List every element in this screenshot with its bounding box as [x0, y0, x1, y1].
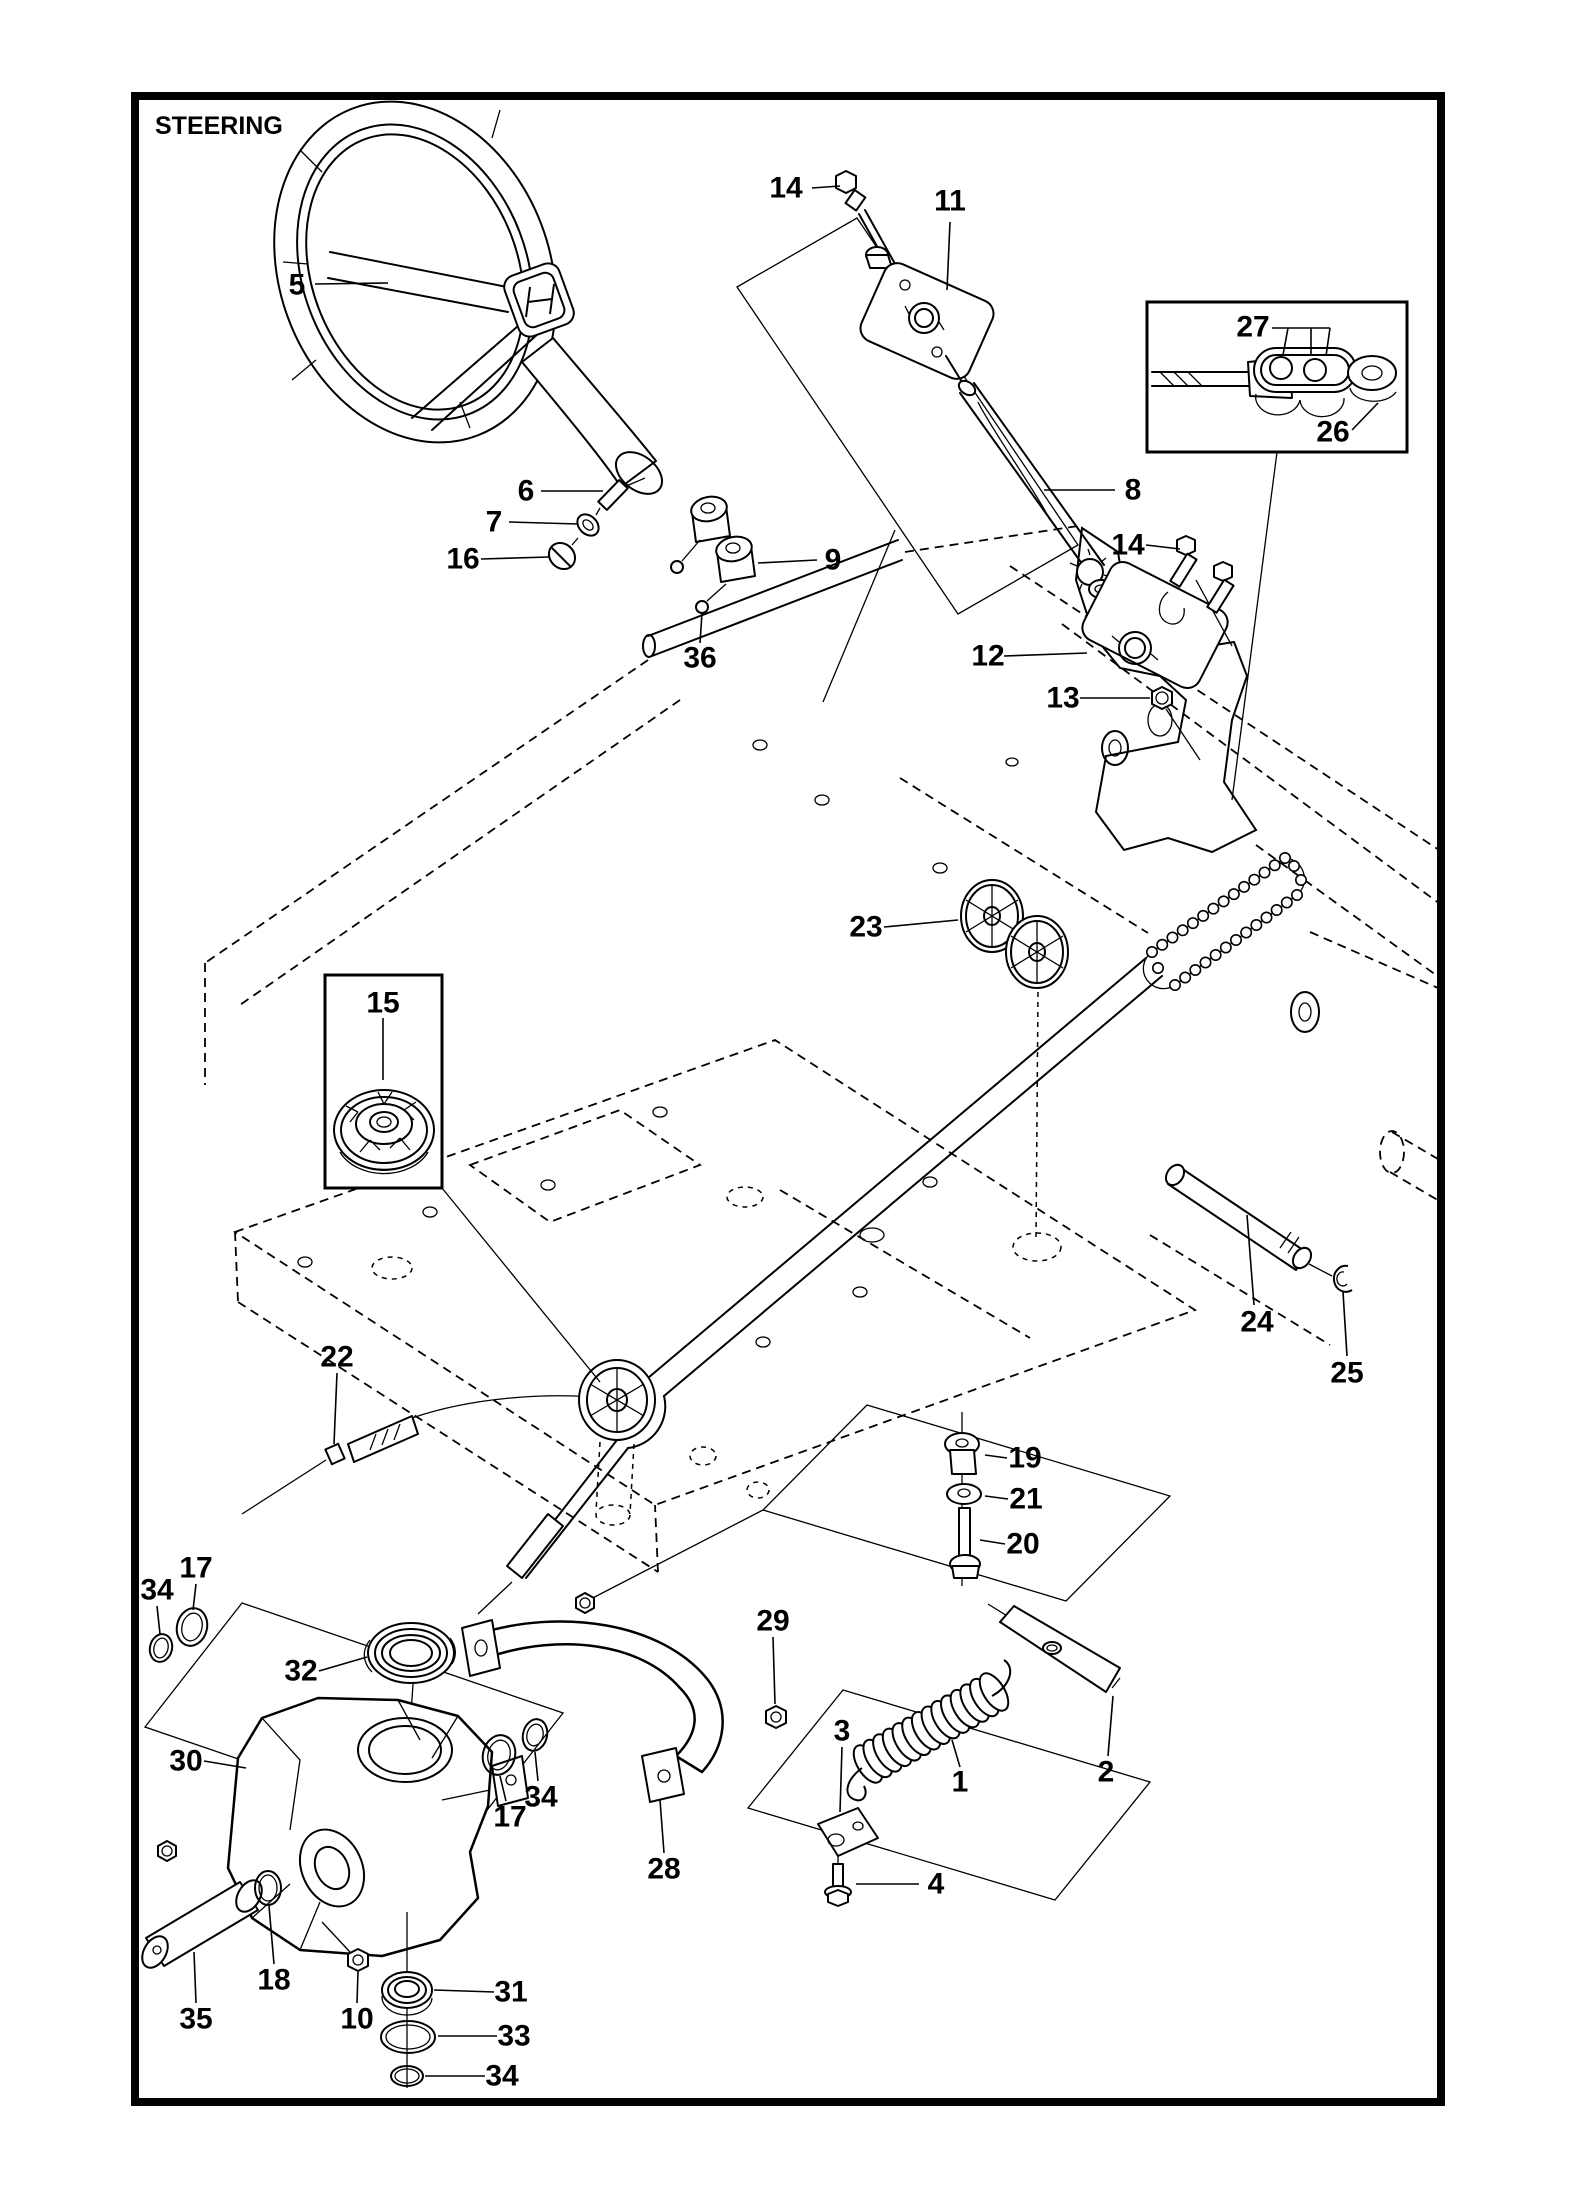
chain-roller [1221, 942, 1231, 952]
leader-10 [357, 1972, 358, 2003]
chain-roller [1282, 897, 1292, 907]
leader-5 [315, 283, 388, 284]
leader-3 [840, 1747, 842, 1812]
callout-21: 21 [1009, 1482, 1043, 1516]
anchor-plate-3 [818, 1808, 878, 1856]
nut-left [158, 1841, 176, 1861]
ball-36-b [696, 601, 708, 613]
callout-14: 14 [1111, 528, 1145, 562]
leader-14 [1146, 545, 1180, 549]
leader-21 [985, 1496, 1008, 1499]
snap-ring-17-left [173, 1605, 211, 1649]
chain-roller [1200, 957, 1210, 967]
chain-roller [1147, 947, 1157, 957]
frame-holes [298, 731, 1319, 1347]
leader-28 [660, 1800, 664, 1853]
pulley-pair-23 [961, 880, 1068, 1240]
leader-1 [952, 1740, 960, 1767]
callout-27: 27 [1236, 310, 1270, 344]
leader-36 [700, 613, 702, 643]
adjuster-bar-2 [1000, 1606, 1120, 1692]
tie-rod-24-group [1162, 1161, 1352, 1291]
roll-pin-6 [598, 480, 627, 510]
chain-roller [1167, 932, 1177, 942]
chain-roller [1190, 965, 1200, 975]
bolt-20 [950, 1508, 980, 1578]
diagram-title: STEERING [155, 112, 283, 140]
callout-34: 34 [524, 1780, 558, 1814]
bolt-stack-19-21-20 [945, 1412, 981, 1586]
tie-rod-24 [1168, 1166, 1306, 1270]
callout-26: 26 [1316, 415, 1350, 449]
chain-roller [1170, 980, 1180, 990]
chain-roller [1259, 867, 1269, 877]
callout-1: 1 [951, 1765, 969, 1799]
leader-12 [1004, 653, 1087, 656]
pulley-23-b [1006, 916, 1068, 988]
column-small-parts [544, 478, 755, 613]
leader-17 [193, 1584, 196, 1610]
callout-17: 17 [179, 1551, 213, 1585]
callout-17: 17 [493, 1800, 527, 1834]
chain-roller [1231, 935, 1241, 945]
callout-35: 35 [179, 2002, 213, 2036]
o-ring-34-left [147, 1632, 175, 1664]
nut-on-stud [576, 1593, 594, 1613]
chain-roller [1241, 927, 1251, 937]
callout-14: 14 [769, 171, 803, 205]
leader-23 [884, 920, 958, 927]
leader-25 [1343, 1292, 1347, 1356]
bushing-9-a [689, 494, 730, 542]
callout-23: 23 [849, 910, 883, 944]
callout-9: 9 [824, 543, 842, 577]
chain-roller [1289, 861, 1299, 871]
link-plate-11 [856, 259, 998, 384]
link-pin-1 [1270, 357, 1292, 379]
leader-2 [1108, 1696, 1113, 1756]
chain-roller [1261, 912, 1271, 922]
chain-roller [1157, 940, 1167, 950]
nut-13 [1152, 687, 1172, 709]
ring-33 [381, 2021, 435, 2053]
chain-roller [1280, 853, 1290, 863]
callout-31: 31 [494, 1975, 528, 2009]
bolt-4 [825, 1856, 851, 1906]
callout-30: 30 [169, 1744, 203, 1778]
callout-34: 34 [140, 1573, 174, 1607]
spring-assembly [818, 1606, 1120, 1906]
chain-roller [1180, 972, 1190, 982]
leader-35 [194, 1952, 196, 2003]
extension-spring-1 [848, 1669, 1014, 1788]
inset-idler-pulley-detail [325, 975, 600, 1382]
callout-5: 5 [288, 268, 306, 302]
steering-shaft-8 [956, 378, 1104, 575]
shaft-tube-35 [137, 1876, 267, 1972]
chain-roller [1292, 890, 1302, 900]
bolt-14-b1 [1170, 536, 1196, 587]
chain-roller [1229, 889, 1239, 899]
leader-7 [509, 522, 578, 524]
callout-6: 6 [517, 474, 535, 508]
gear-housing-30 [228, 1698, 528, 1956]
bolt-14-b2 [1207, 562, 1233, 613]
callout-33: 33 [497, 2019, 531, 2053]
cap-16 [544, 538, 581, 575]
callout-16: 16 [446, 542, 480, 576]
callout-24: 24 [1240, 1305, 1274, 1339]
leader-22 [334, 1373, 337, 1444]
chain-roller [1177, 925, 1187, 935]
chain-roller [1249, 874, 1259, 884]
chain-roller [1296, 875, 1306, 885]
ball-36-a [671, 561, 683, 573]
callout-11: 11 [934, 184, 966, 218]
leader-11 [947, 222, 950, 290]
callout-22: 22 [320, 1340, 354, 1374]
spacer-19 [945, 1433, 979, 1474]
chain-roller [1271, 905, 1281, 915]
leader-29 [773, 1637, 775, 1704]
callout-19: 19 [1008, 1441, 1042, 1475]
leader-9 [758, 560, 817, 563]
bearing-31 [382, 1972, 432, 2015]
chain-roller [1208, 903, 1218, 913]
callout-15: 15 [366, 986, 400, 1020]
chain-roller [1153, 963, 1163, 973]
callout-20: 20 [1006, 1527, 1040, 1561]
callout-13: 13 [1046, 681, 1080, 715]
chain-roller [1251, 920, 1261, 930]
chain-roller [1198, 911, 1208, 921]
chain-roller [1188, 918, 1198, 928]
callout-8: 8 [1124, 473, 1142, 507]
bushing-9-b [714, 534, 755, 582]
leader-34 [535, 1752, 538, 1781]
chain-roller [1270, 860, 1280, 870]
callout-18: 18 [257, 1963, 291, 1997]
leader-34 [157, 1606, 160, 1634]
link-pin-2 [1304, 359, 1326, 381]
nut-29 [766, 1706, 786, 1728]
callout-28: 28 [647, 1852, 681, 1886]
washer-21 [947, 1484, 981, 1504]
callout-12: 12 [971, 639, 1005, 673]
callout-7: 7 [485, 505, 503, 539]
leader-19 [985, 1455, 1007, 1458]
bolt-14-top [836, 171, 865, 211]
steering-chain [1143, 853, 1306, 990]
washer-7 [573, 510, 603, 540]
callout-10: 10 [340, 2002, 374, 2036]
callout-4: 4 [927, 1867, 945, 1901]
callout-34: 34 [485, 2059, 519, 2093]
callout-3: 3 [833, 1714, 851, 1748]
callout-29: 29 [756, 1604, 790, 1638]
leader-32 [319, 1657, 367, 1671]
leader-16 [481, 557, 549, 559]
callout-25: 25 [1330, 1356, 1364, 1390]
hub-emblem [501, 260, 577, 340]
chain-roller [1210, 950, 1220, 960]
callout-36: 36 [683, 641, 717, 675]
callout-32: 32 [284, 1654, 318, 1688]
upper-linkage [836, 171, 1234, 760]
leader-31 [434, 1990, 494, 1992]
callout-2: 2 [1097, 1755, 1115, 1789]
chain-roller [1218, 896, 1228, 906]
chain-roller [1239, 882, 1249, 892]
leader-20 [980, 1540, 1005, 1544]
